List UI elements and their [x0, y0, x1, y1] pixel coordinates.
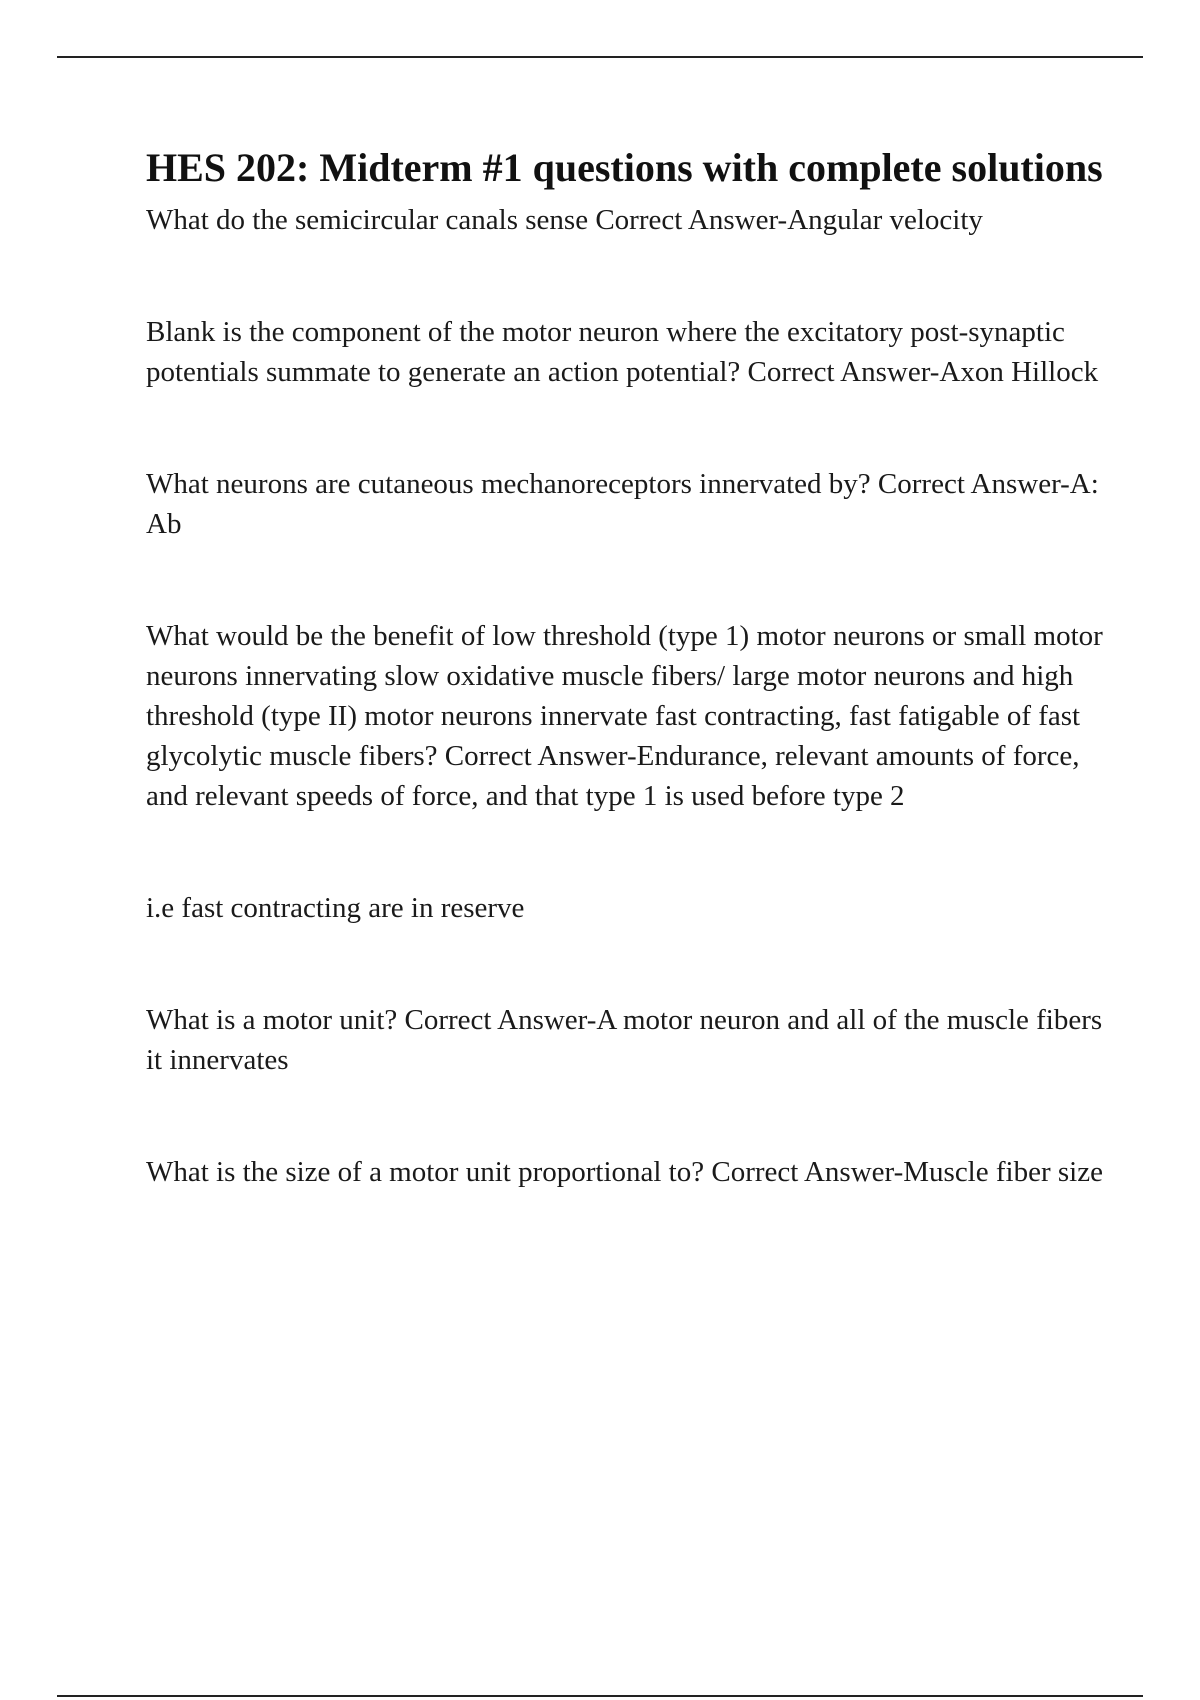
qa-item: What is a motor unit? Correct Answer-A motor neuron and all of the muscle fibers it innervates — [146, 1004, 1103, 1076]
qa-item: What is the size of a motor unit proportional to? Correct Answer-Muscle fiber size — [146, 1156, 1103, 1188]
qa-item: i.e fast contracting are in reserve — [146, 892, 525, 924]
qa-list — [146, 200, 1106, 1192]
qa-item: What neurons are cutaneous mechanoreceptors innervated by? Correct Answer-A: Ab — [146, 468, 1099, 540]
document-title: HES 202: Midterm #1 questions with complete solutions — [146, 145, 1103, 190]
document-page — [146, 140, 1106, 1192]
qa-item: What would be the benefit of low threshold (type 1) motor neurons or small motor neurons innervating slow oxidative muscle fibers/ large motor neurons and high threshold (type II) motor neurons innervate fast contracting, fast fatigable of fast glycolytic muscle fibers? Correct Answer-Endurance, relevant amounts of force, and relevant speeds of force, and that type 1 is used before type 2 — [146, 620, 1103, 812]
top-divider — [57, 56, 1143, 58]
qa-item: Blank is the component of the motor neuron where the excitatory post-synaptic potentials summate to generate an action potential? Correct Answer-Axon Hillock — [146, 316, 1099, 388]
bottom-divider — [57, 1695, 1143, 1697]
qa-item: What do the semicircular canals sense Correct Answer-Angular velocity — [146, 204, 983, 236]
